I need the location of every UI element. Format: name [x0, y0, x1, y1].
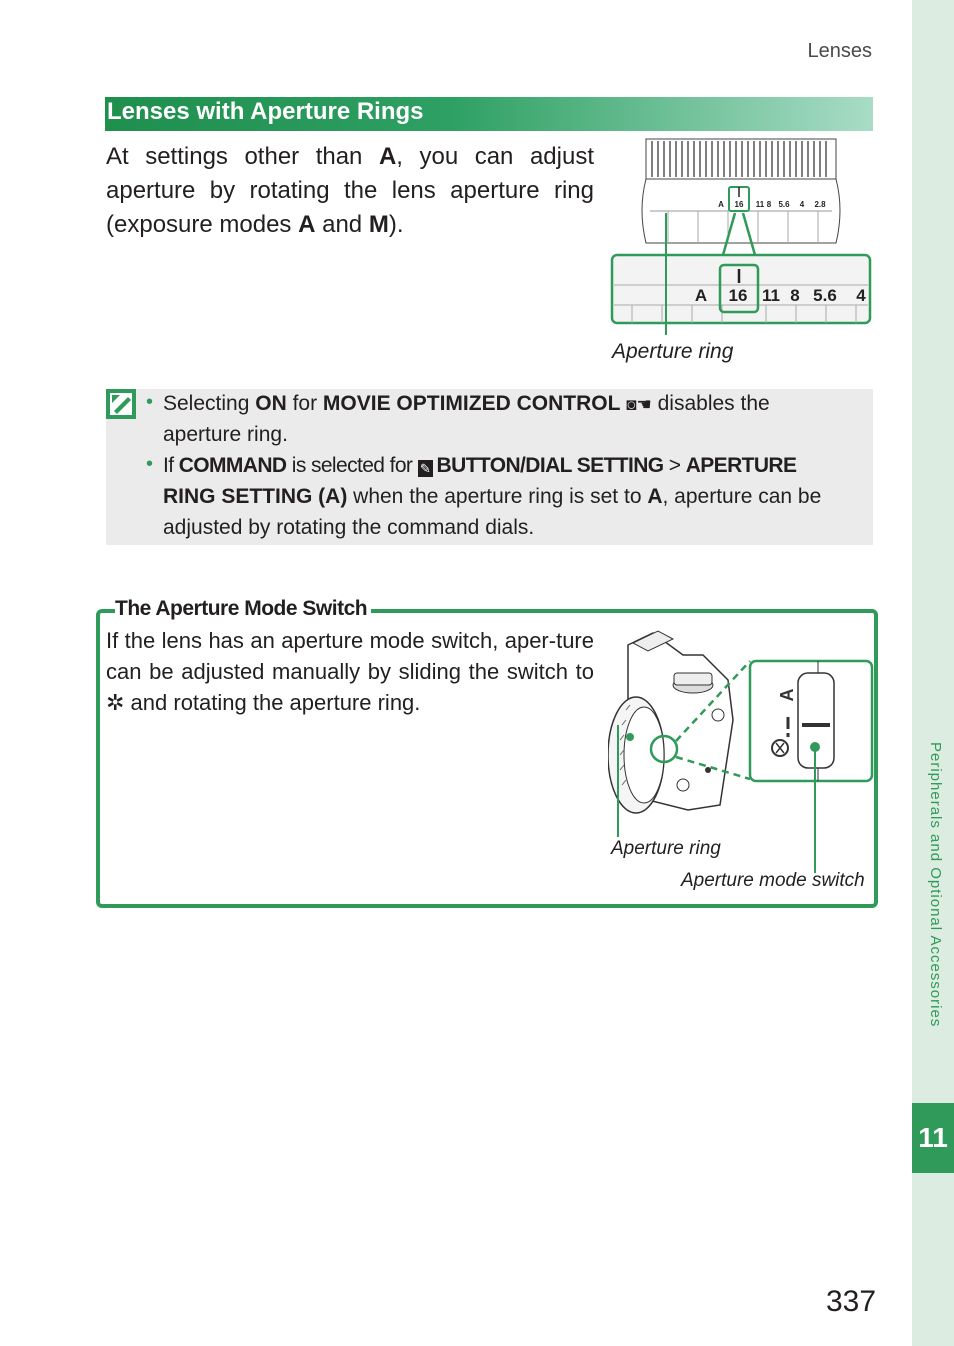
- section-title: Lenses with Aperture Rings: [107, 98, 424, 125]
- user-settings-icon: ✎: [418, 460, 433, 477]
- aperture-switch-paragraph: If the lens has an aperture mode switch, aper-ture can be adjusted manually by sliding the switch to ✲ and rotating the aperture ring.: [106, 628, 594, 715]
- note-icon: [106, 389, 136, 419]
- small-scale-2-8: 2.8: [814, 200, 826, 209]
- note-bullet-1: Selecting ON for MOVIE OPTIMIZED CONTROL ◙☚ disables the: [163, 392, 770, 415]
- movie-mode-icon: ◙☚: [626, 395, 652, 414]
- chapter-number: 11: [918, 1122, 948, 1153]
- small-scale-8: 8: [766, 200, 772, 209]
- large-scale-11: 11: [762, 286, 780, 305]
- chapter-tab[interactable]: [912, 1103, 954, 1173]
- note-bullet-1-line2: aperture ring.: [163, 423, 288, 446]
- bullet: •: [146, 391, 154, 413]
- intro-paragraph: At settings other than A, you can adjust aperture by rotating the lens aperture ring (exposure modes A and M).: [106, 143, 594, 238]
- aperture-ring-caption: Aperture ring: [612, 340, 734, 363]
- small-scale-a: A: [718, 200, 724, 209]
- note-bullet-2-line3: adjusted by rotating the command dials.: [163, 516, 535, 539]
- aperture-ring-diagram: [608, 135, 878, 335]
- small-scale-16: 16: [734, 200, 744, 209]
- large-scale-4: 4: [856, 286, 866, 305]
- large-scale-16: 16: [728, 286, 748, 305]
- aperture-ring-caption-2: Aperture ring: [611, 838, 721, 859]
- small-scale-4: 4: [799, 200, 805, 209]
- large-scale-a: A: [694, 286, 708, 305]
- aperture-icon: ✲: [106, 690, 125, 715]
- aperture-switch-title: The Aperture Mode Switch: [115, 597, 371, 621]
- switch-a-label: A: [777, 688, 797, 702]
- large-scale-5-6: 5.6: [813, 286, 837, 305]
- chapter-label: Peripherals and Optional Accessories: [927, 742, 944, 1028]
- note-bullet-2-line2: RING SETTING (A) when the aperture ring is set to A, aperture can be: [163, 485, 822, 508]
- bullet: •: [146, 453, 154, 475]
- note-bullet-2: If COMMAND is selected for ✎ BUTTON/DIAL SETTING > APERTURE: [163, 454, 797, 477]
- aperture-mode-switch-caption: Aperture mode switch: [681, 870, 865, 891]
- large-scale-8: 8: [790, 286, 800, 305]
- small-scale-11: 11: [755, 200, 765, 209]
- page-number: 337: [826, 1285, 877, 1318]
- small-scale-5-6: 5.6: [778, 200, 790, 209]
- running-header: Lenses: [807, 40, 872, 62]
